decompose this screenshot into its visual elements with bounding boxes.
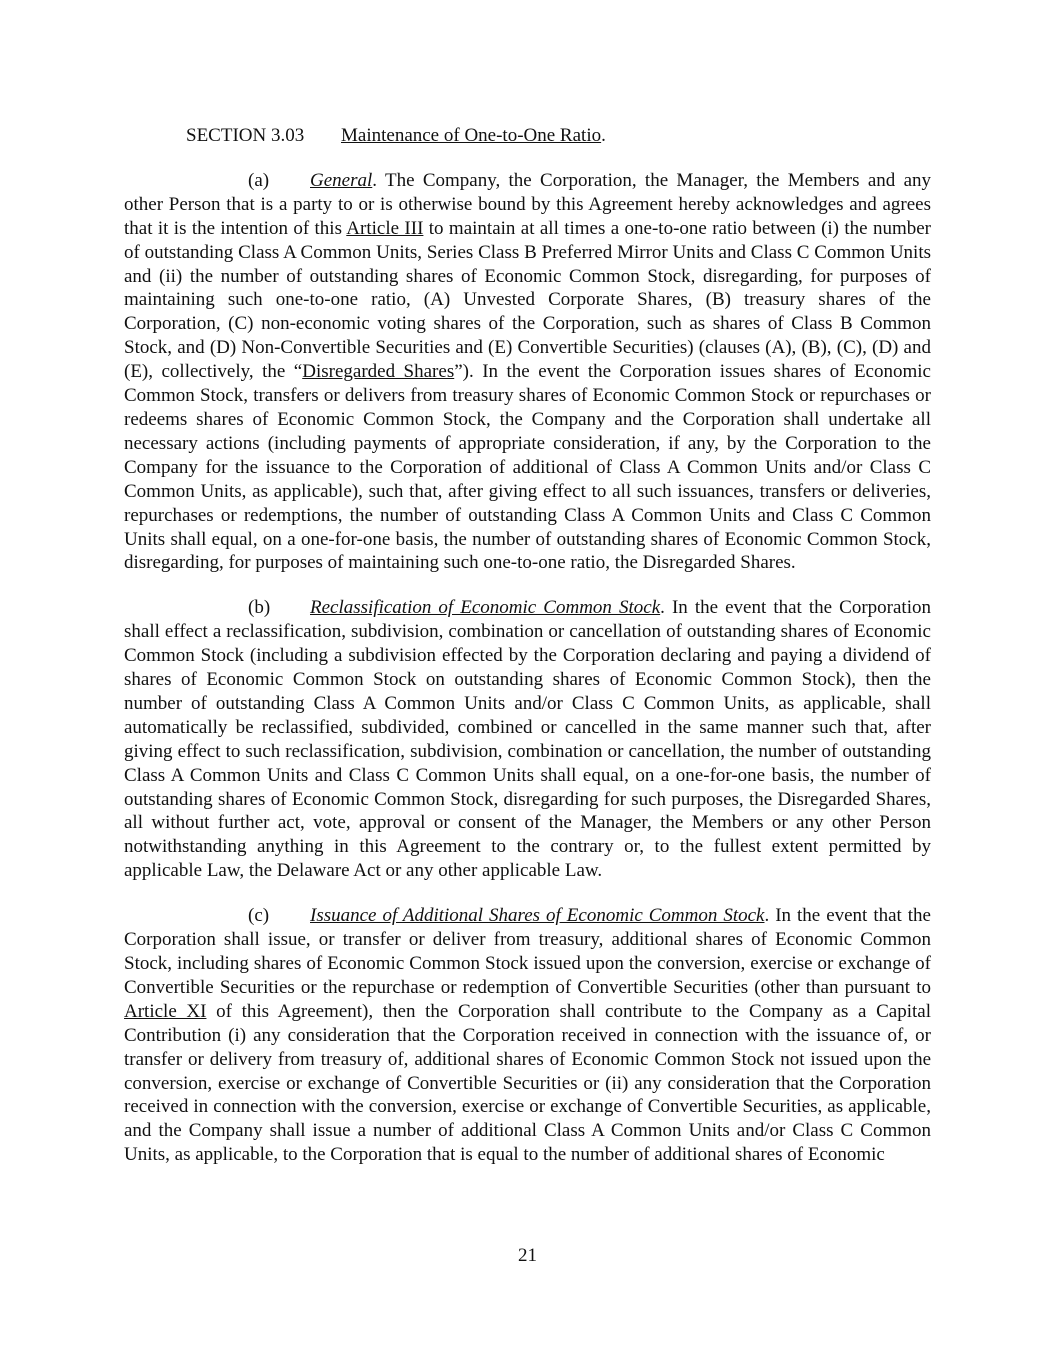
paragraph-a-text-2: to maintain at all times a one-to-one ratio between (i) the number of outstanding Class A Common Units, Series Class B Preferred Mirror Units and Class C Common Units and (ii) the number of outstanding shares of Economic Common Stock, disregarding, for purposes of maintaining such one-to-one ratio, (A) Unvested Corporate Shares, (B) treasury shares of the Corporation, (C) non-economic voting shares of the Corporation, such as shares of Class B Common Stock, and (D) Non-Convertible Securities and (E) Convertible Securities) (clauses (A), (B), (C), (D) and (E), collectively, the “ bbox=[124, 217, 931, 383]
section-title: Maintenance of One-to-One Ratio bbox=[341, 125, 602, 146]
paragraph-c-text-1: . In the event that the Corporation shall issue, or transfer or deliver from treasury, additional shares of Economic Common Stock, including shares of Economic Common Stock issued upon the conversion, exercise or exchange of Convertible Securities or the repurchase or redemption of Convertible Securities (other than pursuant to bbox=[124, 905, 931, 998]
section-heading bbox=[124, 124, 931, 148]
paragraph-b bbox=[124, 596, 931, 883]
paragraph-b-heading: Reclassification of Economic Common Stock bbox=[310, 597, 661, 619]
paragraph-b-text-1: . In the event that the Corporation shall effect a reclassification, subdivision, combination or cancellation of outstanding shares of Economic Common Stock (including a subdivision effected by the Corporation declaring and paying a dividend of shares of Economic Common Stock on outstanding shares of Economic Common Stock), then the number of outstanding Class A Common Units and/or Class C Common Units, as applicable, shall automatically be reclassified, subdivided, combined or cancelled in the same manner such that, after giving effect to such reclassification, subdivision, combination or cancellation, the number of outstanding Class A Common Units and Class C Common Units shall equal, on a one-for-one basis, the number of outstanding shares of Economic Common Stock, disregarding for such purposes, the Disregarded Shares, all without further act, vote, approval or consent of the Manager, the Members or any other Person notwithstanding anything in this Agreement to the contrary or, to the fullest extent permitted by applicable Law, the Delaware Act or any other applicable Law. bbox=[124, 597, 931, 882]
paragraph-a-letter: (a) bbox=[248, 169, 270, 191]
article-iii-reference: Article III bbox=[346, 217, 424, 239]
disregarded-shares-defined-term: Disregarded Shares bbox=[302, 361, 455, 383]
paragraph-a-text-1: . The Company, the Corporation, the Manager, the Members and any other Person that is a party to or is otherwise bound by this Agreement hereby acknowledges and agrees that it is the intention of this bbox=[124, 169, 931, 239]
paragraph-a-heading: General bbox=[310, 169, 373, 191]
section-title-period: . bbox=[601, 125, 606, 146]
paragraph-c-text-2: of this Agreement), then the Corporation shall contribute to the Company as a Capital Contribution (i) any consideration that the Corporation received in connection with the issuance of, or transfer or delivery from treasury of, additional shares of Economic Common Stock not issued upon the conversion, exercise or exchange of Convertible Securities or (ii) any consideration that the Corporation received in connection with the conversion, exercise or exchange of Convertible Securities, as applicable, and the Company shall issue a number of additional Class A Common Units and/or Class C Common Units, as applicable, to the Corporation that is equal to the number of additional shares of Economic bbox=[124, 1000, 931, 1166]
paragraph-c-heading: Issuance of Additional Shares of Economic Common Stock bbox=[310, 905, 765, 927]
article-xi-reference: Article XI bbox=[124, 1000, 207, 1022]
paragraph-b-letter: (b) bbox=[248, 597, 271, 619]
paragraph-a-text-3: ”). In the event the Corporation issues shares of Economic Common Stock, transfers or delivers from treasury shares of Economic Common Stock or repurchases or redeems shares of Economic Common Stock, the Company and the Corporation shall undertake all necessary actions (including payments of appropriate consideration, if any, by the Corporation to the Company for the issuance to the Corporation of additional of Class A Common Units and/or Class C Common Units, as applicable), such that, after giving effect to all such issuances, transfers or deliveries, repurchases or redemptions, the number of outstanding Class A Common Units and Class C Common Units shall equal, on a one-for-one basis, the number of outstanding shares of Economic Common Stock, disregarding, for purposes of maintaining such one-to-one ratio, the Disregarded Shares. bbox=[124, 361, 931, 574]
paragraph-a bbox=[124, 169, 931, 575]
section-number: SECTION 3.03 bbox=[186, 125, 305, 146]
page-number: 21 bbox=[518, 1245, 537, 1266]
document-page bbox=[124, 124, 931, 1188]
paragraph-c bbox=[124, 904, 931, 1167]
paragraph-c-letter: (c) bbox=[248, 905, 270, 927]
